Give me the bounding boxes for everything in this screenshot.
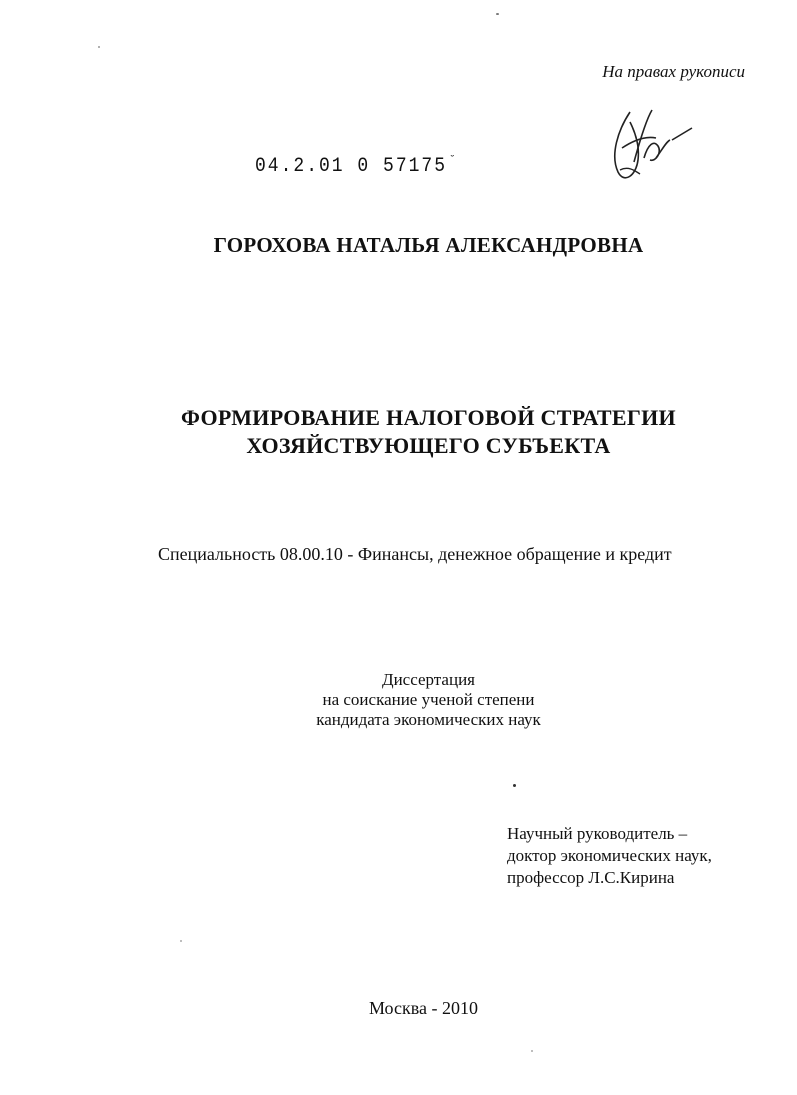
degree-line-2: на соискание ученой степени	[322, 690, 535, 709]
dissertation-degree	[0, 670, 797, 730]
registry-number-text: 04.2.01 0 57175	[255, 155, 448, 178]
dissertation-title	[0, 404, 797, 460]
registry-mark: ˘	[449, 155, 458, 169]
supervisor-line-2: доктор экономических наук,	[507, 846, 712, 865]
place-year: Москва - 2010	[369, 998, 478, 1018]
scan-speck	[531, 1050, 533, 1052]
rights-note: На правах рукописи	[602, 62, 745, 81]
supervisor	[507, 823, 712, 889]
supervisor-line-1: Научный руководитель –	[507, 824, 688, 843]
degree-line-1: Диссертация	[381, 670, 475, 689]
degree-line-3: кандидата экономических наук	[316, 710, 541, 729]
title-line-1: ФОРМИРОВАНИЕ НАЛОГОВОЙ СТРАТЕГИИ	[181, 405, 676, 430]
supervisor-line-3: профессор Л.С.Кирина	[507, 868, 675, 887]
signature	[600, 100, 700, 190]
specialty: Специальность 08.00.10 - Финансы, денежное обращение и кредит	[158, 544, 672, 564]
scan-speck	[98, 46, 100, 48]
scan-speck	[513, 784, 516, 787]
registry-number	[255, 155, 458, 178]
author-name: ГОРОХОВА НАТАЛЬЯ АЛЕКСАНДРОВНА	[213, 233, 644, 257]
title-line-2: ХОЗЯЙСТВУЮЩЕГО СУБЪЕКТА	[246, 433, 611, 458]
scan-speck	[180, 940, 182, 942]
scan-speck	[496, 13, 499, 15]
